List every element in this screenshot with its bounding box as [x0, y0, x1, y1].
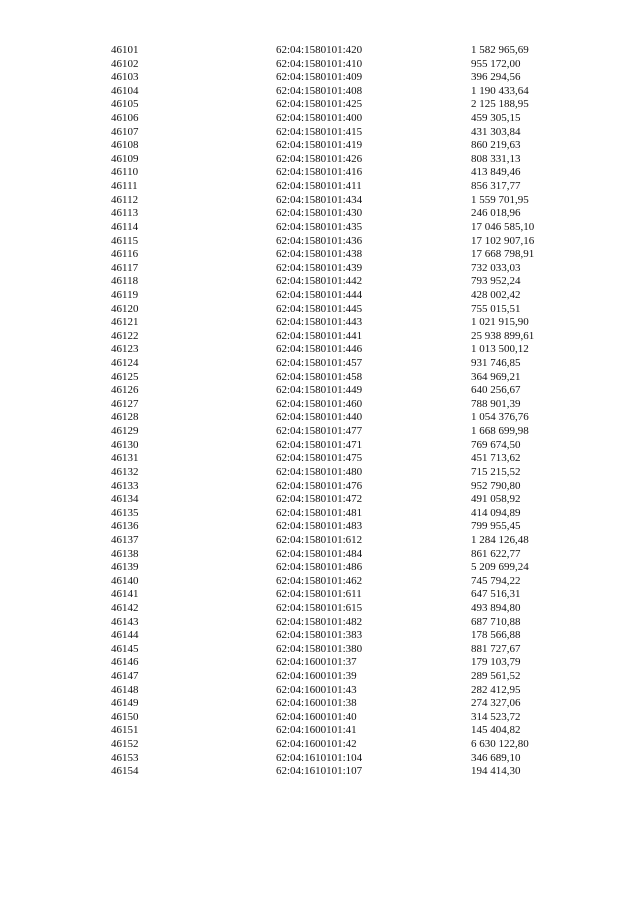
cadastral-value: 25 938 899,61 [471, 329, 535, 342]
table-row [0, 126, 640, 140]
row-number: 46135 [111, 506, 139, 519]
row-number: 46148 [111, 683, 139, 696]
table-row [0, 697, 640, 711]
row-number: 46136 [111, 520, 139, 533]
cadastral-number: 62:04:1580101:430 [276, 207, 363, 220]
table-row [0, 629, 640, 643]
table-row [0, 520, 640, 534]
cadastral-value: 145 404,82 [471, 724, 521, 737]
table-row [0, 588, 640, 602]
cadastral-number: 62:04:1580101:458 [276, 370, 363, 383]
row-number: 46141 [111, 588, 139, 601]
cadastral-number: 62:04:1580101:411 [276, 180, 362, 193]
cadastral-number: 62:04:1580101:383 [276, 629, 363, 642]
row-number: 46129 [111, 425, 139, 438]
row-number: 46140 [111, 574, 139, 587]
cadastral-number: 62:04:1580101:441 [276, 329, 363, 342]
row-number: 46126 [111, 384, 139, 397]
table-row [0, 207, 640, 221]
table-row [0, 384, 640, 398]
cadastral-number: 62:04:1580101:408 [276, 84, 363, 97]
table-row [0, 452, 640, 466]
cadastral-number: 62:04:1580101:615 [276, 601, 363, 614]
table-row [0, 602, 640, 616]
table-row [0, 44, 640, 58]
row-number: 46137 [111, 533, 139, 546]
row-number: 46121 [111, 316, 139, 329]
cadastral-number: 62:04:1580101:416 [276, 166, 363, 179]
row-number: 46110 [111, 166, 139, 179]
table-row [0, 153, 640, 167]
row-number: 46152 [111, 738, 139, 751]
cadastral-value: 1 582 965,69 [471, 44, 529, 56]
row-number: 46147 [111, 670, 139, 683]
table-row [0, 466, 640, 480]
table-row [0, 439, 640, 453]
table-row [0, 684, 640, 698]
row-number: 46151 [111, 724, 139, 737]
table-row [0, 316, 640, 330]
row-number: 46128 [111, 411, 139, 424]
row-number: 46132 [111, 465, 139, 478]
cadastral-number: 62:04:1600101:37 [276, 656, 357, 669]
cadastral-value: 687 710,88 [471, 615, 521, 628]
cadastral-value: 6 630 122,80 [471, 738, 529, 751]
table-row [0, 248, 640, 262]
row-number: 46153 [111, 751, 139, 764]
table-row [0, 166, 640, 180]
cadastral-number: 62:04:1580101:486 [276, 561, 363, 574]
row-number: 46143 [111, 615, 139, 628]
cadastral-number: 62:04:1580101:409 [276, 71, 363, 84]
table-row [0, 330, 640, 344]
row-number: 46154 [111, 765, 139, 778]
table-row [0, 493, 640, 507]
table-row [0, 303, 640, 317]
cadastral-value: 952 790,80 [471, 479, 521, 492]
cadastral-value: 788 901,39 [471, 397, 521, 410]
cadastral-value: 745 794,22 [471, 574, 521, 587]
table-row [0, 656, 640, 670]
cadastral-value: 1 190 433,64 [471, 84, 529, 97]
row-number: 46131 [111, 452, 139, 465]
table-row [0, 180, 640, 194]
cadastral-number: 62:04:1580101:442 [276, 275, 363, 288]
table-row [0, 139, 640, 153]
cadastral-value: 282 412,95 [471, 683, 521, 696]
table-row [0, 275, 640, 289]
table-row [0, 738, 640, 752]
table-row [0, 752, 640, 766]
cadastral-number: 62:04:1580101:484 [276, 547, 363, 560]
cadastral-value: 179 103,79 [471, 656, 521, 669]
cadastral-value: 1 668 699,98 [471, 425, 529, 438]
cadastral-number: 62:04:1580101:481 [276, 506, 363, 519]
cadastral-value: 194 414,30 [471, 765, 521, 778]
cadastral-number: 62:04:1580101:434 [276, 193, 363, 206]
cadastral-number: 62:04:1580101:445 [276, 302, 363, 315]
row-number: 46118 [111, 275, 139, 288]
cadastral-number: 62:04:1580101:440 [276, 411, 363, 424]
row-number: 46150 [111, 710, 139, 723]
table-row [0, 724, 640, 738]
row-number: 46149 [111, 697, 139, 710]
table-row [0, 670, 640, 684]
table-row [0, 480, 640, 494]
row-number: 46139 [111, 561, 139, 574]
cadastral-value: 808 331,13 [471, 152, 521, 165]
table-row [0, 411, 640, 425]
row-number: 46144 [111, 629, 139, 642]
cadastral-number: 62:04:1580101:482 [276, 615, 363, 628]
table-row [0, 425, 640, 439]
row-number: 46107 [111, 125, 139, 138]
table-row [0, 643, 640, 657]
cadastral-number: 62:04:1580101:439 [276, 261, 363, 274]
cadastral-value: 793 952,24 [471, 275, 521, 288]
cadastral-value: 955 172,00 [471, 57, 521, 70]
cadastral-value: 769 674,50 [471, 438, 521, 451]
row-number: 46145 [111, 642, 139, 655]
cadastral-value: 17 668 798,91 [471, 248, 535, 261]
table-row [0, 548, 640, 562]
cadastral-value: 17 046 585,10 [471, 220, 535, 233]
cadastral-value: 1 559 701,95 [471, 193, 529, 206]
cadastral-value: 451 713,62 [471, 452, 521, 465]
cadastral-number: 62:04:1600101:43 [276, 683, 357, 696]
cadastral-value: 647 516,31 [471, 588, 521, 601]
cadastral-value: 732 033,03 [471, 261, 521, 274]
cadastral-value: 289 561,52 [471, 670, 521, 683]
cadastral-number: 62:04:1580101:435 [276, 220, 363, 233]
table-row [0, 262, 640, 276]
cadastral-value: 881 727,67 [471, 642, 521, 655]
cadastral-number: 62:04:1580101:475 [276, 452, 363, 465]
row-number: 46133 [111, 479, 139, 492]
cadastral-number: 62:04:1580101:438 [276, 248, 363, 261]
cadastral-number: 62:04:1580101:483 [276, 520, 363, 533]
row-number: 46123 [111, 343, 139, 356]
table-row [0, 561, 640, 575]
cadastral-value: 5 209 699,24 [471, 561, 529, 574]
cadastral-value: 491 058,92 [471, 493, 521, 506]
table-row [0, 507, 640, 521]
row-number: 46124 [111, 357, 139, 370]
row-number: 46119 [111, 288, 139, 301]
cadastral-value: 1 284 126,48 [471, 533, 529, 546]
cadastral-value: 17 102 907,16 [471, 234, 535, 247]
row-number: 46103 [111, 71, 139, 84]
row-number: 46142 [111, 601, 139, 614]
cadastral-number: 62:04:1580101:446 [276, 343, 363, 356]
row-number: 46122 [111, 329, 139, 342]
cadastral-number: 62:04:1580101:420 [276, 44, 363, 56]
cadastral-number: 62:04:1580101:444 [276, 288, 363, 301]
table-row [0, 58, 640, 72]
row-number: 46130 [111, 438, 139, 451]
row-number: 46114 [111, 220, 139, 233]
cadastral-value: 431 303,84 [471, 125, 521, 138]
row-number: 46127 [111, 397, 139, 410]
table-row [0, 575, 640, 589]
table-row [0, 357, 640, 371]
cadastral-number: 62:04:1580101:443 [276, 316, 363, 329]
cadastral-value: 856 317,77 [471, 180, 521, 193]
cadastral-value: 314 523,72 [471, 710, 521, 723]
cadastral-value: 274 327,06 [471, 697, 521, 710]
cadastral-number: 62:04:1580101:460 [276, 397, 363, 410]
row-number: 46108 [111, 139, 139, 152]
row-number: 46146 [111, 656, 139, 669]
cadastral-number: 62:04:1580101:477 [276, 425, 363, 438]
cadastral-number: 62:04:1580101:436 [276, 234, 363, 247]
row-number: 46113 [111, 207, 139, 220]
cadastral-value: 1 021 915,90 [471, 316, 529, 329]
cadastral-number: 62:04:1580101:400 [276, 112, 363, 125]
cadastral-value: 178 566,88 [471, 629, 521, 642]
row-number: 46120 [111, 302, 139, 315]
cadastral-number: 62:04:1580101:415 [276, 125, 363, 138]
cadastral-value: 364 969,21 [471, 370, 521, 383]
cadastral-value: 860 219,63 [471, 139, 521, 152]
row-number: 46104 [111, 84, 139, 97]
data-table [0, 44, 640, 779]
row-number: 46109 [111, 152, 139, 165]
table-row [0, 289, 640, 303]
cadastral-value: 459 305,15 [471, 112, 521, 125]
cadastral-number: 62:04:1580101:462 [276, 574, 363, 587]
cadastral-number: 62:04:1580101:611 [276, 588, 362, 601]
cadastral-number: 62:04:1580101:472 [276, 493, 363, 506]
cadastral-number: 62:04:1600101:41 [276, 724, 357, 737]
row-number: 46101 [111, 44, 139, 56]
row-number: 46102 [111, 57, 139, 70]
cadastral-number: 62:04:1580101:426 [276, 152, 363, 165]
cadastral-value: 396 294,56 [471, 71, 521, 84]
cadastral-value: 799 955,45 [471, 520, 521, 533]
cadastral-number: 62:04:1600101:42 [276, 738, 357, 751]
table-row [0, 98, 640, 112]
table-row [0, 534, 640, 548]
cadastral-value: 346 689,10 [471, 751, 521, 764]
table-row [0, 398, 640, 412]
cadastral-value: 1 013 500,12 [471, 343, 529, 356]
cadastral-number: 62:04:1580101:612 [276, 533, 363, 546]
cadastral-number: 62:04:1580101:410 [276, 57, 363, 70]
cadastral-value: 861 622,77 [471, 547, 521, 560]
cadastral-number: 62:04:1580101:425 [276, 98, 363, 111]
table-row [0, 71, 640, 85]
table-row [0, 194, 640, 208]
cadastral-value: 428 002,42 [471, 288, 521, 301]
cadastral-value: 1 054 376,76 [471, 411, 529, 424]
row-number: 46138 [111, 547, 139, 560]
row-number: 46112 [111, 193, 139, 206]
cadastral-number: 62:04:1580101:380 [276, 642, 363, 655]
table-row [0, 343, 640, 357]
cadastral-number: 62:04:1600101:39 [276, 670, 357, 683]
row-number: 46134 [111, 493, 139, 506]
table-row [0, 235, 640, 249]
cadastral-value: 246 018,96 [471, 207, 521, 220]
row-number: 46111 [111, 180, 138, 193]
cadastral-value: 414 094,89 [471, 506, 521, 519]
table-row [0, 85, 640, 99]
table-row [0, 221, 640, 235]
row-number: 46117 [111, 261, 139, 274]
cadastral-number: 62:04:1580101:419 [276, 139, 363, 152]
cadastral-value: 931 746,85 [471, 357, 521, 370]
cadastral-number: 62:04:1610101:104 [276, 751, 363, 764]
row-number: 46125 [111, 370, 139, 383]
row-number: 46106 [111, 112, 139, 125]
cadastral-number: 62:04:1580101:480 [276, 465, 363, 478]
table-row [0, 616, 640, 630]
row-number: 46105 [111, 98, 139, 111]
cadastral-number: 62:04:1580101:457 [276, 357, 363, 370]
cadastral-value: 715 215,52 [471, 465, 521, 478]
cadastral-number: 62:04:1580101:476 [276, 479, 363, 492]
table-row [0, 711, 640, 725]
cadastral-number: 62:04:1610101:107 [276, 765, 363, 778]
cadastral-value: 413 849,46 [471, 166, 521, 179]
cadastral-value: 755 015,51 [471, 302, 521, 315]
row-number: 46116 [111, 248, 139, 261]
table-row [0, 371, 640, 385]
table-row [0, 765, 640, 779]
cadastral-number: 62:04:1580101:449 [276, 384, 363, 397]
cadastral-value: 640 256,67 [471, 384, 521, 397]
cadastral-number: 62:04:1600101:40 [276, 710, 357, 723]
cadastral-number: 62:04:1580101:471 [276, 438, 363, 451]
cadastral-value: 493 894,80 [471, 601, 521, 614]
cadastral-number: 62:04:1600101:38 [276, 697, 357, 710]
row-number: 46115 [111, 234, 139, 247]
cadastral-value: 2 125 188,95 [471, 98, 529, 111]
table-row [0, 112, 640, 126]
